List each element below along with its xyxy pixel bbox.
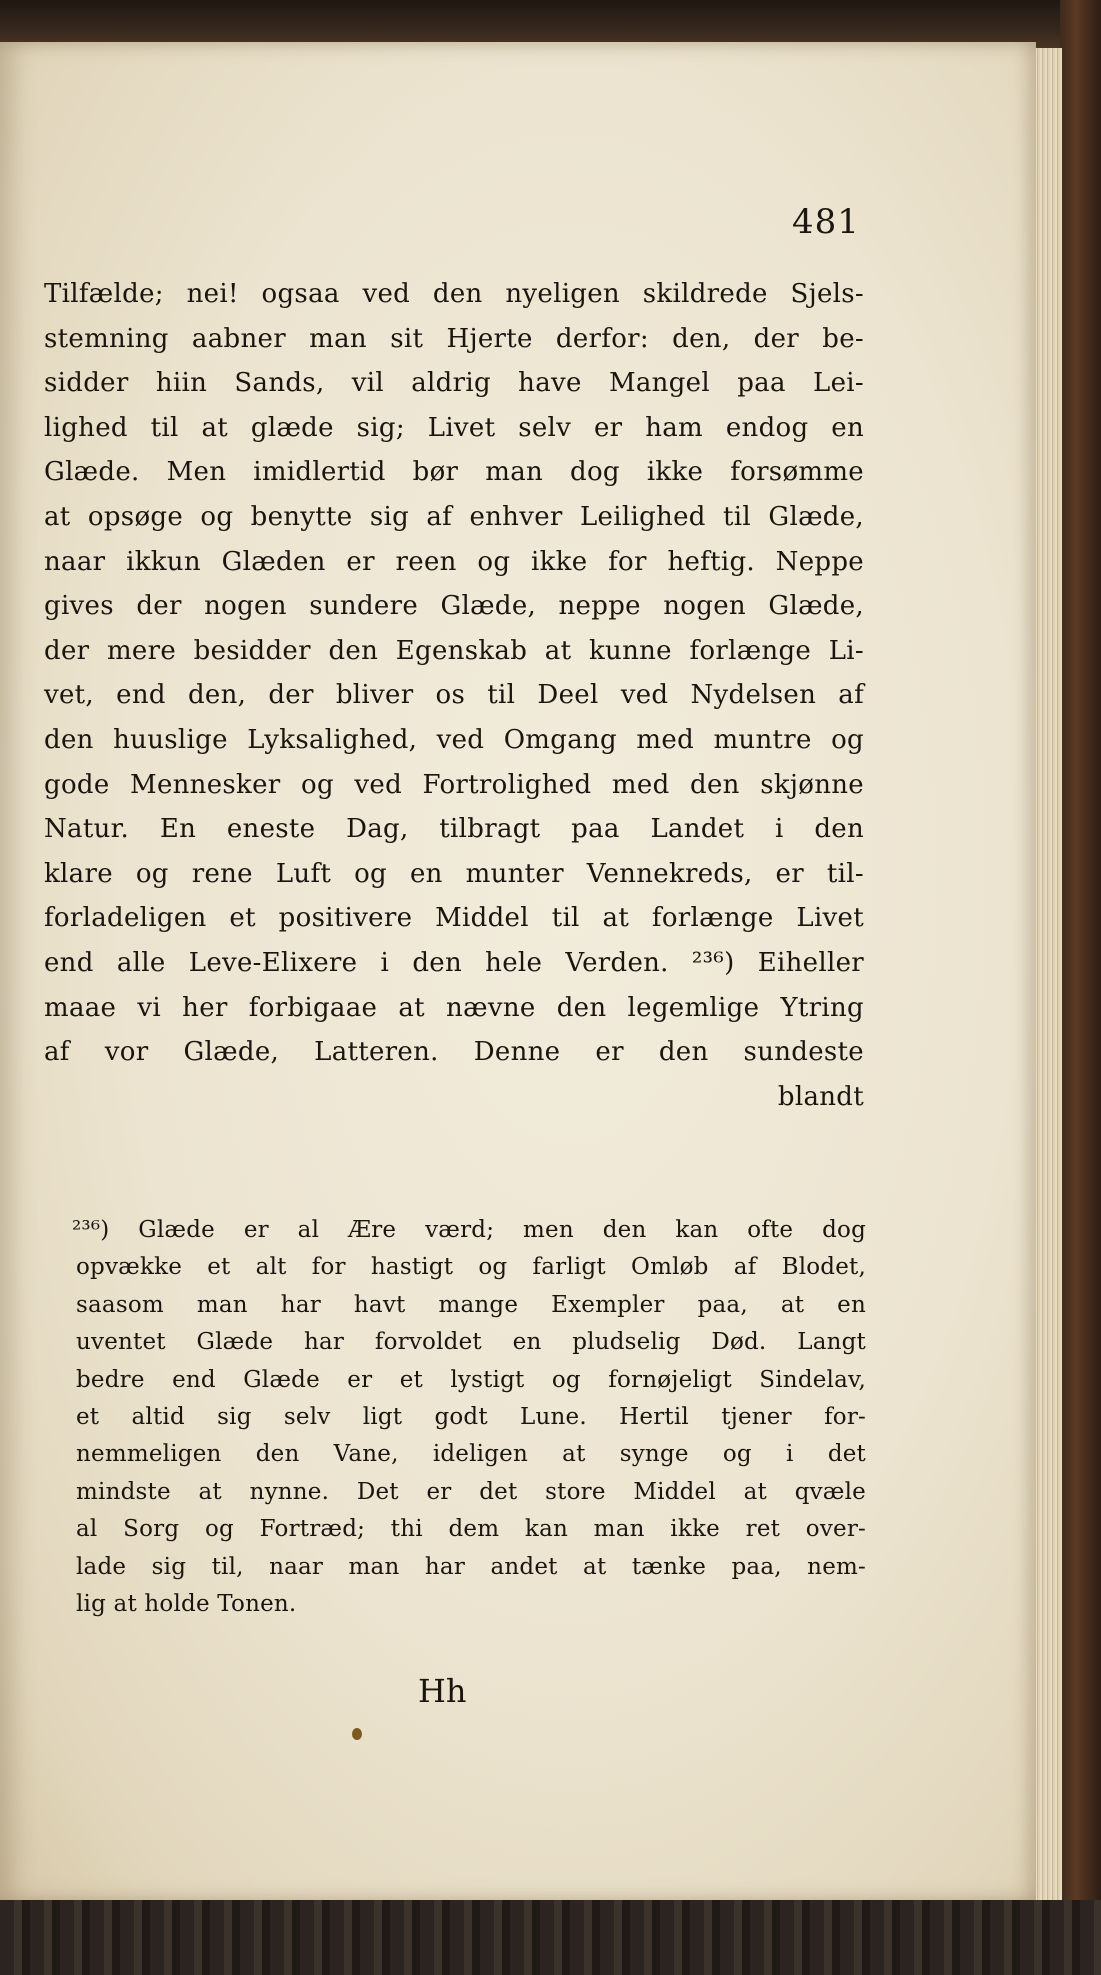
text-line: stemning aabner man sit Hjerte derfor: den, der be- xyxy=(44,323,864,354)
catchword: blandt xyxy=(777,1081,864,1112)
ink-stain xyxy=(352,1728,362,1740)
page-number: 481 xyxy=(792,202,860,242)
text-line: naar ikkun Glæden er reen og ikke for heftig. Neppe xyxy=(44,546,864,577)
text-line: sidder hiin Sands, vil aldrig have Mangel paa Lei- xyxy=(44,368,864,399)
footnote-line: opvække et alt for hastigt og farligt Omløb af Blodet, xyxy=(76,1254,866,1281)
signature-mark: Hh xyxy=(418,1672,467,1710)
book-page xyxy=(0,42,1036,1902)
text-line: end alle Leve-Elixere i den hele Verden. ²³⁶) Eiheller xyxy=(44,947,864,978)
text-line: lighed til at glæde sig; Livet selv er ham endog en xyxy=(44,412,864,443)
text-line: klare og rene Luft og en munter Vennekreds, er til- xyxy=(44,858,864,889)
footnote-block xyxy=(72,1212,866,1623)
text-line: maae vi her forbigaae at nævne den legemlige Ytring xyxy=(44,992,864,1023)
footnote-line: saasom man har havt mange Exempler paa, at en xyxy=(76,1291,866,1318)
text-line: forladeligen et positivere Middel til at forlænge Livet xyxy=(44,903,864,934)
text-line: at opsøge og benytte sig af enhver Leilighed til Glæde, xyxy=(44,501,864,532)
footnote-line: lig at holde Tonen. xyxy=(76,1590,297,1617)
text-line: vet, end den, der bliver os til Deel ved Nydelsen af xyxy=(44,680,864,711)
book-cover-right xyxy=(1060,0,1101,1975)
text-line: Natur. En eneste Dag, tilbragt paa Landet i den xyxy=(44,814,864,845)
footnote-line: ²³⁶) Glæde er al Ære værd; men den kan ofte dog xyxy=(72,1217,866,1243)
footnote-line: nemmeligen den Vane, ideligen at synge og i det xyxy=(76,1441,866,1468)
footnote-line: mindste at nynne. Det er det store Middel at qvæle xyxy=(76,1478,866,1505)
footnote-line: lade sig til, naar man har andet at tænke paa, nem- xyxy=(76,1553,866,1580)
footnote-line: et altid sig selv ligt godt Lune. Hertil tjener for- xyxy=(76,1403,866,1430)
text-line: af vor Glæde, Latteren. Denne er den sundeste xyxy=(44,1037,864,1068)
main-text-block xyxy=(44,272,864,1119)
text-line: der mere besidder den Egenskab at kunne forlænge Li- xyxy=(44,635,864,666)
footnote-line: bedre end Glæde er et lystigt og fornøjeligt Sindelav, xyxy=(76,1366,866,1393)
footnote-line: al Sorg og Fortræd; thi dem kan man ikke ret over- xyxy=(76,1516,866,1543)
text-line: den huuslige Lyksalighed, ved Omgang med muntre og xyxy=(44,724,864,755)
text-line: Glæde. Men imidlertid bør man dog ikke forsømme xyxy=(44,457,864,488)
text-line: gode Mennesker og ved Fortrolighed med den skjønne xyxy=(44,769,864,800)
footnote-line: uventet Glæde har forvoldet en pludselig Død. Langt xyxy=(76,1329,866,1356)
book-cover-top xyxy=(0,0,1101,48)
text-line: gives der nogen sundere Glæde, neppe nogen Glæde, xyxy=(44,591,864,622)
book-cover-bottom xyxy=(0,1900,1101,1975)
text-line: Tilfælde; nei! ogsaa ved den nyeligen skildrede Sjels- xyxy=(44,279,864,309)
